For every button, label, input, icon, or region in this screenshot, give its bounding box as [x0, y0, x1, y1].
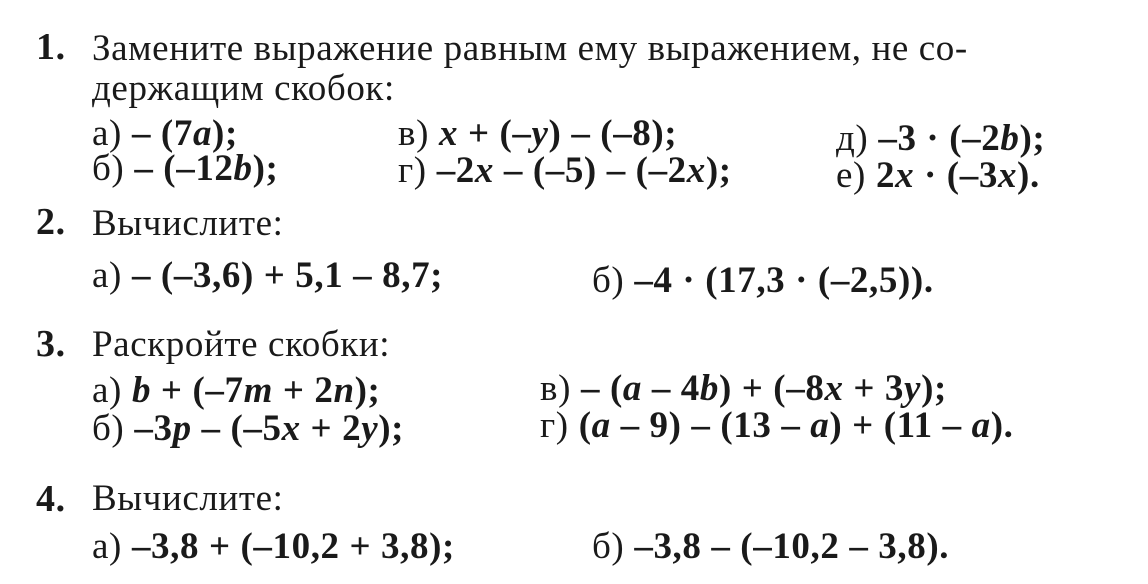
item-expression: x + (–y) – (–8); [439, 113, 678, 154]
item-expression: (a – 9) – (13 – a) + (11 – a). [578, 405, 1014, 446]
item-label: б) [592, 260, 625, 301]
item-label: б) [92, 408, 125, 449]
task-1-item-b [92, 150, 278, 187]
task-1-item-a [92, 115, 238, 152]
item-label: в) [398, 113, 429, 154]
item-label: г) [398, 150, 427, 191]
task-1-item-v [398, 115, 677, 152]
item-expression: –4 · (17,3 · (–2,5)). [634, 260, 934, 301]
task-1-item-d [836, 120, 1045, 157]
task-3-title: Раскройте скобки: [92, 324, 391, 365]
item-label: г) [540, 405, 569, 446]
task-1-number: 1. [36, 26, 66, 68]
task-3-item-g [540, 407, 1013, 444]
task-1-title-line2: держащим скобок: [92, 68, 395, 109]
item-label: а) [92, 526, 122, 567]
item-label: д) [836, 118, 869, 159]
item-expression: – (–12b); [134, 148, 279, 189]
task-2-item-a [92, 257, 443, 294]
item-expression: –3 · (–2b); [878, 118, 1046, 159]
item-expression: – (–3,6) + 5,1 – 8,7; [131, 255, 444, 296]
task-4-title: Вычислите: [92, 478, 284, 519]
item-label: в) [540, 368, 571, 409]
item-label: е) [836, 155, 866, 196]
task-1-item-g [398, 152, 732, 189]
task-3-item-v [540, 370, 947, 407]
item-expression: – (a – 4b) + (–8x + 3y); [581, 368, 947, 409]
task-4-item-a [92, 528, 455, 565]
item-expression: – (7a); [131, 113, 238, 154]
item-expression: –3p – (–5x + 2y); [134, 408, 405, 449]
item-label: а) [92, 113, 122, 154]
item-label: а) [92, 255, 122, 296]
item-expression: 2x · (–3x). [875, 155, 1040, 196]
item-expression: –3,8 – (–10,2 – 3,8). [634, 526, 950, 567]
item-label: б) [92, 148, 125, 189]
item-expression: b + (–7m + 2n); [131, 370, 381, 411]
item-expression: –3,8 + (–10,2 + 3,8); [131, 526, 455, 567]
task-4-number: 4. [36, 478, 66, 520]
task-2-number: 2. [36, 201, 66, 243]
task-3-number: 3. [36, 323, 66, 365]
task-3-item-b [92, 410, 404, 447]
task-1-title-line1: Замените выражение равным ему выражением, не со- [92, 28, 968, 69]
task-2-item-b [592, 262, 934, 299]
task-1-item-e [836, 157, 1040, 194]
item-expression: –2x – (–5) – (–2x); [436, 150, 732, 191]
task-3-item-a [92, 372, 380, 409]
task-2-title: Вычислите: [92, 203, 284, 244]
item-label: а) [92, 370, 122, 411]
task-4-item-b [592, 528, 949, 565]
item-label: б) [592, 526, 625, 567]
